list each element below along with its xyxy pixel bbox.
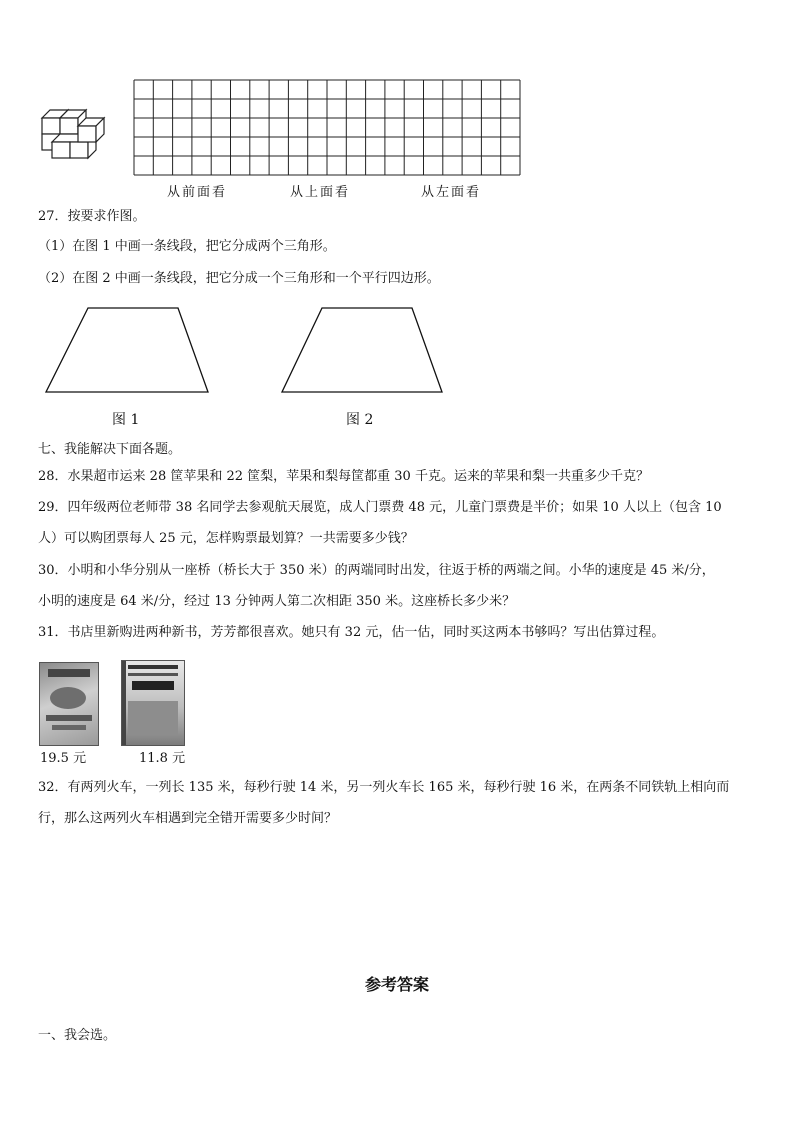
q27-sub2: （2）在图 2 中画一条线段，把它分成一个三角形和一个平行四边形。 bbox=[38, 271, 440, 286]
q32-line2: 行，那么这两列火车相遇到完全错开需要多少时间？ bbox=[38, 811, 338, 826]
q31-text: 31．书店里新购进两种新书，芳芳都很喜欢。她只有 32 元，估一估，同时买这两本书够吗？写出估算过程。 bbox=[38, 625, 665, 640]
q29-line1: 29．四年级两位老师带 38 名同学去参观航天展览，成人门票费 48 元，儿童门票费是半价；如果 10 人以上（包含 10 bbox=[38, 500, 722, 515]
trapezoid-fig2 bbox=[280, 306, 444, 394]
grid-label-front: 从前面看 bbox=[167, 185, 228, 200]
book-cover-2 bbox=[121, 660, 185, 746]
book1-price: 19.5 元 bbox=[40, 751, 87, 766]
book2-price: 11.8 元 bbox=[139, 751, 186, 766]
q30-line1: 30．小明和小华分别从一座桥（桥长大于 350 米）的两端同时出发，往返于桥的两端之间。小华的速度是 45 米/分， bbox=[38, 563, 715, 578]
q28-text: 28．水果超市运来 28 筐苹果和 22 筐梨，苹果和梨每筐都重 30 千克。运来的苹果和梨一共重多少千克？ bbox=[38, 469, 649, 484]
q30-line2: 小明的速度是 64 米/分，经过 13 分钟两人第二次相距 350 米。这座桥长多少米？ bbox=[38, 594, 516, 609]
q27-sub1: （1）在图 1 中画一条线段，把它分成两个三角形。 bbox=[38, 239, 336, 254]
cube-figure bbox=[38, 104, 114, 160]
q32-line1: 32．有两列火车，一列长 135 米，每秒行驶 14 米，另一列火车长 165 米，每秒行驶 16 米，在两条不同铁轨上相向而 bbox=[38, 780, 730, 795]
drawing-grid bbox=[133, 79, 521, 176]
grid-label-left: 从左面看 bbox=[421, 185, 482, 200]
q29-line2: 人）可以购团票每人 25 元，怎样购票最划算？一共需要多少钱？ bbox=[38, 531, 414, 546]
book-cover-1 bbox=[39, 662, 99, 746]
trapezoid-fig1 bbox=[44, 306, 210, 394]
q27-title: 27．按要求作图。 bbox=[38, 209, 146, 224]
fig1-label: 图 1 bbox=[112, 412, 140, 428]
section7-heading: 七、我能解决下面各题。 bbox=[38, 442, 182, 457]
fig2-label: 图 2 bbox=[346, 412, 374, 428]
grid-label-top: 从上面看 bbox=[290, 185, 351, 200]
answers-section1: 一、我会选。 bbox=[38, 1028, 117, 1043]
answers-title: 参考答案 bbox=[364, 975, 429, 994]
